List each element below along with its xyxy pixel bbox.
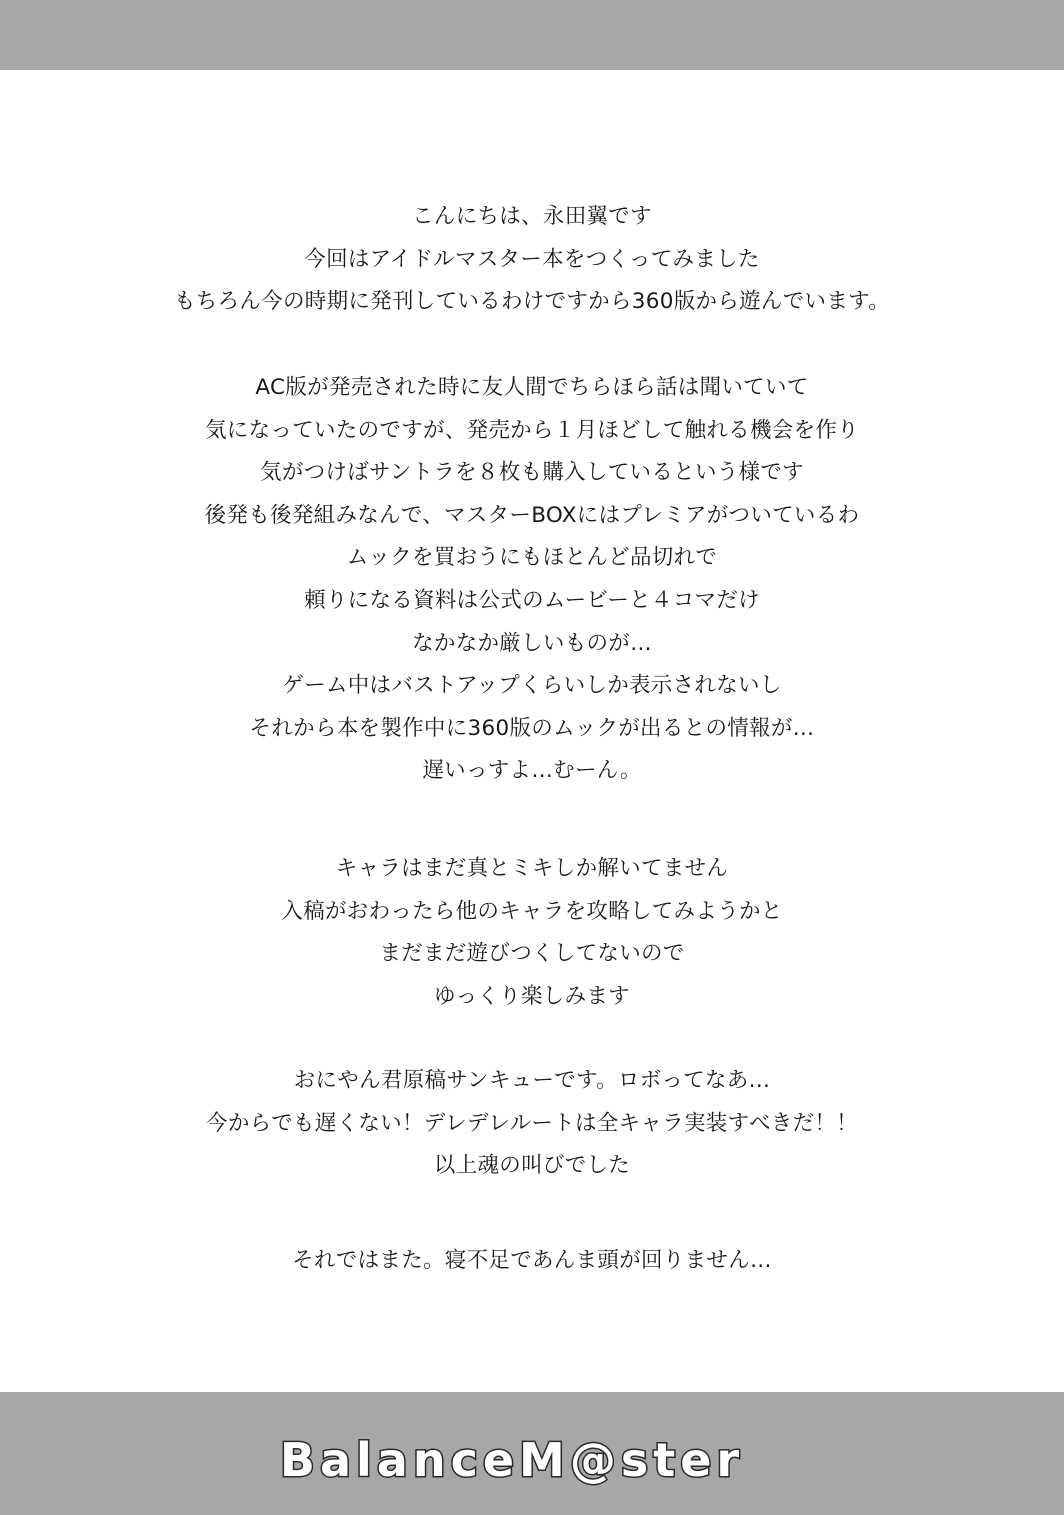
paragraph-closing [0,1240,1064,1283]
paragraph-background [0,367,1064,793]
text-line: 後発も後発組みなんで、マスターBOXにはプレミアがついているわ [204,502,860,528]
text-line: こんにちは、永田翼です [412,204,652,229]
text-line: AC版が発売された時に友人間でちらほら話は聞いていて [255,375,809,400]
text-line: 気になっていたのですが、発売から１月ほどして触れる機会を作り [204,417,859,443]
text-line: ムックを買おうにもほとんど品切れで [346,545,718,571]
text-line: ゲーム中はバストアップくらいしか表示されないし [282,673,782,699]
balance-master-logo [262,1418,762,1498]
text-line: 以上魂の叫びでした [433,1153,631,1179]
text-line: 気がつけばサントラを８枚も購入しているという様です [260,460,804,486]
text-line: なかなか厳しいものが… [412,630,652,656]
text-line: ゆっくり楽しみます [434,983,630,1009]
text-line: 頼りになる資料は公式のムービーと４コマだけ [304,587,760,613]
paragraph-thanks [0,1060,1064,1188]
paragraph-greeting [0,196,1064,324]
paragraph-characters [0,848,1064,1018]
logo-text: BalanceM@ster [279,1433,745,1487]
text-line: おにやん君原稿サンキューです。ロボってなあ… [293,1068,771,1093]
text-line: 今回はアイドルマスター本をつくってみました [304,246,760,272]
logo-lettering [262,1418,762,1498]
text-line: まだまだ遊びつくしてないので [379,941,685,967]
page-panel [0,70,1064,1392]
top-gray-band [0,0,1064,70]
text-line: キャラはまだ真とミキしか解いてません [335,856,729,881]
text-line: もちろん今の時期に発刊しているわけですから360版から遊んでいます。 [173,289,891,315]
text-line: 遅いっすよ…むーん。 [422,758,642,784]
text-line: 今からでも遅くない！デレデレルートは全キャラ実装すべきだ！！ [206,1110,858,1136]
text-line: それではまた。寝不足であんま頭が回りません… [292,1248,772,1273]
text-line: 入稿がおわったら他のキャラを攻略してみようかと [281,898,783,924]
text-line: それから本を製作中に360版のムックが出るとの情報が… [249,715,815,741]
